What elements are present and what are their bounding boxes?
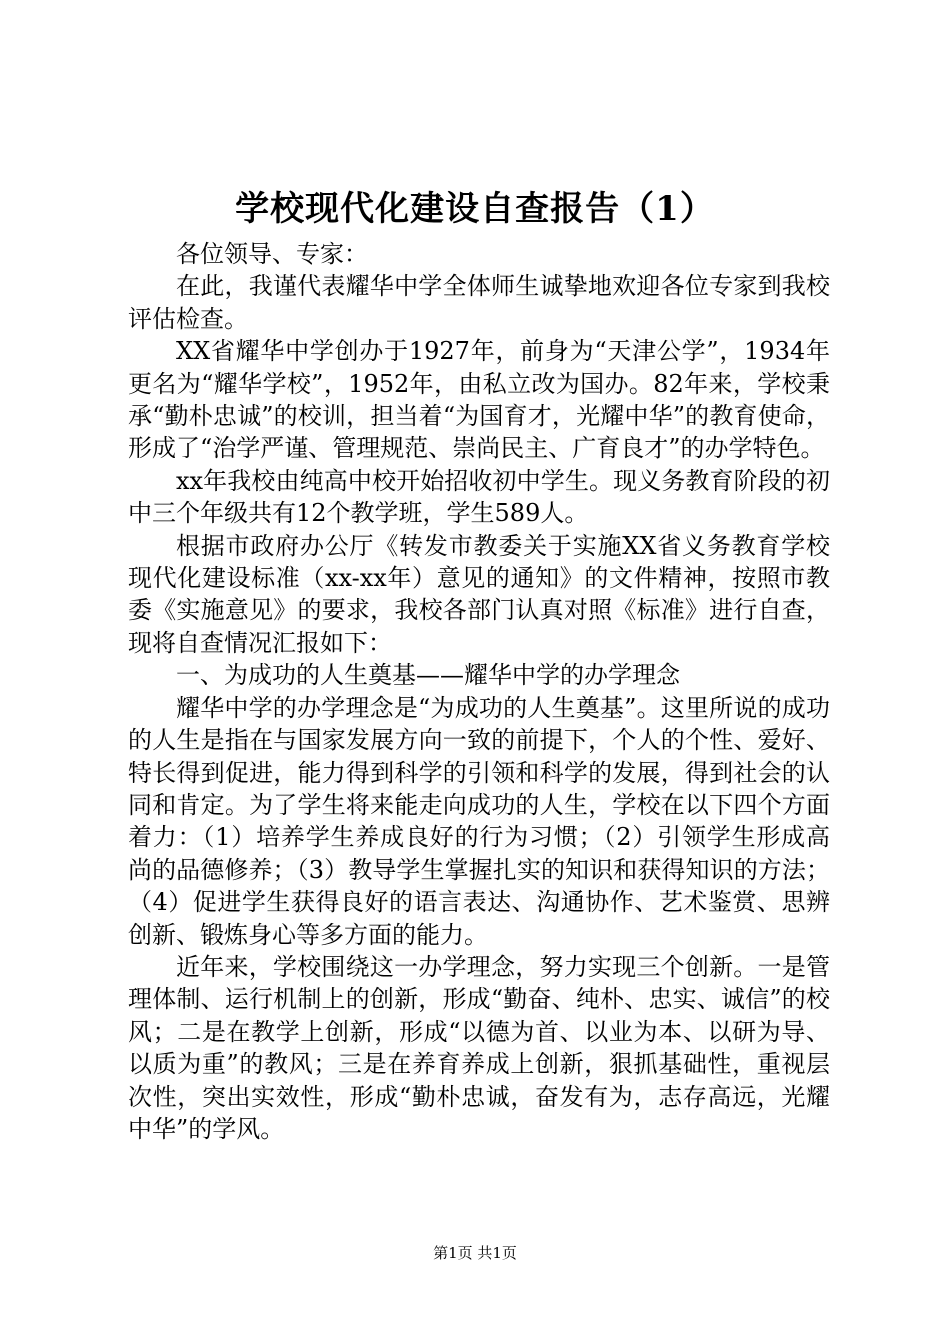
philosophy-paragraph: 耀华中学的办学理念是“为成功的人生奠基”。这里所说的成功的人生是指在与国家发展方向一致的前提下，个人的个性、爱好、特长得到促进，能力得到科学的引领和科学的发展，得到社会的认同和肯定。为了学生将来能走向成功的人生，学校在以下四个方面着力：（1）培养学生养成良好的行为习惯；（2）引领学生形成高尚的品德修养；（3）教导学生掌握扎实的知识和获得知识的方法；（4）促进学生获得良好的语言表达、沟通协作、艺术鉴赏、思辨创新、锻炼身心等多方面的能力。 (128, 693, 830, 949)
enrollment-paragraph: xx年我校由纯高中校开始招收初中学生。现义务教育阶段的初中三个年级共有12个教学班，学生589人。 (128, 466, 830, 528)
innovation-paragraph: 近年来，学校围绕这一办学理念，努力实现三个创新。一是管理体制、运行机制上的创新，形成“勤奋、纯朴、忠实、诚信”的校风；二是在教学上创新，形成“以德为首、以业为本、以研为导、以质为重”的教风；三是在养育养成上创新，狠抓基础性，重视层次性，突出实效性，形成“勤朴忠诚，奋发有为，志存高远，光耀中华”的学风。 (128, 952, 830, 1143)
document-title: 学校现代化建设自查报告（1） (235, 189, 715, 229)
school-history-paragraph: XX省耀华中学创办于1927年，前身为“天津公学”，1934年更名为“耀华学校”，1952年，由私立改为国办。82年来，学校秉承“勤朴忠诚”的校训，担当着“为国育才，光耀中华”的教育使命，形成了“治学严谨、管理规范、崇尚民主、广育良才”的办学特色。 (128, 337, 830, 463)
page-number-footer: 第1页 共1页 (433, 1244, 517, 1262)
self-check-basis-paragraph: 根据市政府办公厅《转发市教委关于实施XX省义务教育学校现代化建设标准（xx-xx年）意见的通知》的文件精神，按照市教委《实施意见》的要求，我校各部门认真对照《标准》进行自查，现将自查情况汇报如下： (128, 531, 830, 657)
section-heading-1: 一、为成功的人生奠基——耀华中学的办学理念 (176, 661, 680, 690)
salutation-paragraph: 各位领导、专家： (176, 240, 368, 268)
welcome-paragraph: 在此，我谨代表耀华中学全体师生诚挚地欢迎各位专家到我校评估检查。 (128, 272, 830, 333)
document-body (128, 238, 830, 1145)
